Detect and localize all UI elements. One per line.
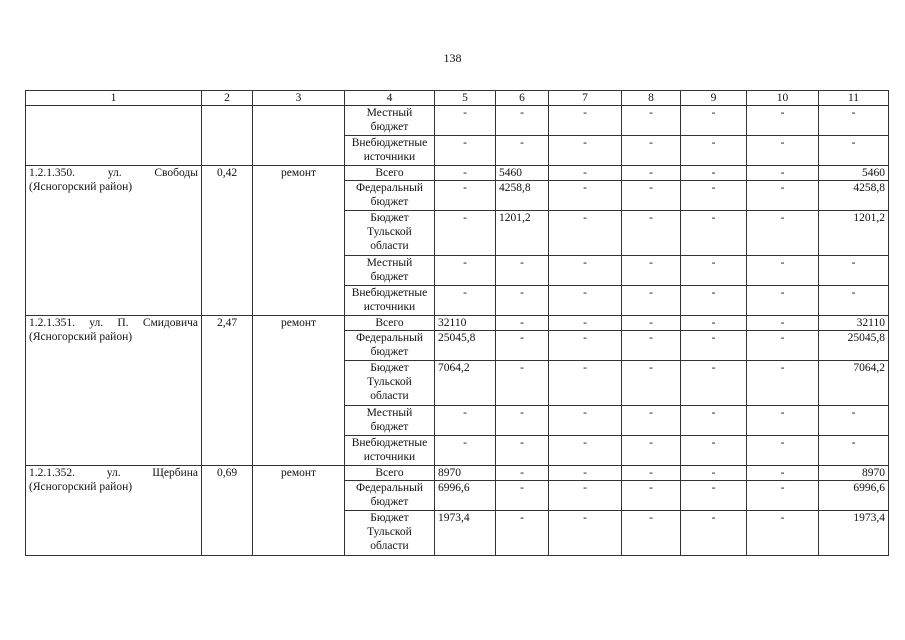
value-cell-6: - xyxy=(496,511,549,556)
value-cell-10: - xyxy=(747,436,819,466)
value-cell-9: - xyxy=(681,256,747,286)
value-cell-8: - xyxy=(622,256,681,286)
funding-source-line: источники xyxy=(363,151,416,163)
funding-source-cell xyxy=(345,361,435,406)
value-cell-5: - xyxy=(435,166,496,181)
funding-source-line: Федеральный xyxy=(356,332,423,344)
value-cell-11: 1973,4 xyxy=(819,511,889,556)
value-cell-7: - xyxy=(549,406,622,436)
value-cell-11: 1201,2 xyxy=(819,211,889,256)
value-cell-9: - xyxy=(681,136,747,166)
funding-source-line: бюджет xyxy=(370,346,409,358)
value-cell-9: - xyxy=(681,331,747,361)
value-cell-8: - xyxy=(622,136,681,166)
value-cell-7: - xyxy=(549,181,622,211)
length-cell: 0,69 xyxy=(202,466,253,556)
page-number: 138 xyxy=(443,51,462,65)
funding-source-cell xyxy=(345,316,435,331)
length-cell: 0,42 xyxy=(202,166,253,316)
column-number: 5 xyxy=(435,91,496,106)
column-number: 2 xyxy=(202,91,253,106)
funding-source-cell xyxy=(345,211,435,256)
funding-source-line: Местный xyxy=(366,257,413,269)
value-cell-10: - xyxy=(747,331,819,361)
value-cell-8: - xyxy=(622,181,681,211)
value-cell-7: - xyxy=(549,361,622,406)
funding-source-cell xyxy=(345,166,435,181)
value-cell-10: - xyxy=(747,181,819,211)
road-name-cell xyxy=(26,466,202,556)
column-number: 6 xyxy=(496,91,549,106)
value-cell-10: - xyxy=(747,256,819,286)
road-name: 1.2.1.352. ул. Щербина xyxy=(29,467,198,479)
value-cell-11: - xyxy=(819,136,889,166)
funding-source-line: бюджет xyxy=(370,421,409,433)
value-cell-11: 7064,2 xyxy=(819,361,889,406)
value-cell-10: - xyxy=(747,481,819,511)
value-cell-7: - xyxy=(549,286,622,316)
value-cell-7: - xyxy=(549,166,622,181)
length-cell xyxy=(202,106,253,166)
funding-source-line: Всего xyxy=(375,167,404,179)
value-cell-5: - xyxy=(435,106,496,136)
value-cell-7: - xyxy=(549,211,622,256)
value-cell-7: - xyxy=(549,256,622,286)
value-cell-11: 32110 xyxy=(819,316,889,331)
table-row xyxy=(26,106,889,136)
road-name: 1.2.1.351. ул. П. Смидовича xyxy=(29,317,198,329)
funding-source-line: бюджет xyxy=(370,196,409,208)
value-cell-11: 5460 xyxy=(819,166,889,181)
column-number: 8 xyxy=(622,91,681,106)
funding-source-line: Внебюджетные xyxy=(351,137,428,149)
funding-source-line: Местный xyxy=(366,107,413,119)
value-cell-5: - xyxy=(435,286,496,316)
funding-source-line: Внебюджетные xyxy=(351,437,428,449)
value-cell-6: - xyxy=(496,466,549,481)
value-cell-5: 32110 xyxy=(435,316,496,331)
column-number: 11 xyxy=(819,91,889,106)
value-cell-9: - xyxy=(681,481,747,511)
funding-source-cell xyxy=(345,511,435,556)
work-type-cell xyxy=(253,106,345,166)
funding-source-cell xyxy=(345,331,435,361)
funding-source-line: источники xyxy=(363,301,416,313)
road-name-cell xyxy=(26,106,202,166)
value-cell-6: - xyxy=(496,286,549,316)
value-cell-7: - xyxy=(549,436,622,466)
district-name: (Ясногорский район) xyxy=(29,181,133,193)
value-cell-5: - xyxy=(435,181,496,211)
value-cell-7: - xyxy=(549,331,622,361)
funding-source-line: Внебюджетные xyxy=(351,287,428,299)
length-cell: 2,47 xyxy=(202,316,253,466)
funding-source-line: источники xyxy=(363,451,416,463)
road-name-cell xyxy=(26,166,202,316)
value-cell-6: - xyxy=(496,406,549,436)
table-row xyxy=(26,466,889,481)
value-cell-8: - xyxy=(622,436,681,466)
work-type-cell: ремонт xyxy=(253,316,345,466)
value-cell-7: - xyxy=(549,481,622,511)
value-cell-5: 25045,8 xyxy=(435,331,496,361)
value-cell-5: 8970 xyxy=(435,466,496,481)
value-cell-9: - xyxy=(681,166,747,181)
funding-source-line: Местный xyxy=(366,407,413,419)
value-cell-7: - xyxy=(549,466,622,481)
funding-source-line: Бюджет xyxy=(370,362,409,374)
value-cell-11: - xyxy=(819,256,889,286)
funding-source-line: бюджет xyxy=(370,271,409,283)
value-cell-11: 4258,8 xyxy=(819,181,889,211)
work-type-cell: ремонт xyxy=(253,466,345,556)
value-cell-8: - xyxy=(622,481,681,511)
funding-source-cell xyxy=(345,136,435,166)
funding-source-line: Бюджет xyxy=(370,212,409,224)
work-type-cell: ремонт xyxy=(253,166,345,316)
value-cell-10: - xyxy=(747,316,819,331)
value-cell-9: - xyxy=(681,406,747,436)
column-number-row xyxy=(26,91,889,106)
column-number: 9 xyxy=(681,91,747,106)
value-cell-8: - xyxy=(622,316,681,331)
table-row xyxy=(26,316,889,331)
value-cell-6: - xyxy=(496,256,549,286)
value-cell-8: - xyxy=(622,361,681,406)
value-cell-10: - xyxy=(747,406,819,436)
funding-source-line: бюджет xyxy=(370,121,409,133)
value-cell-8: - xyxy=(622,211,681,256)
value-cell-9: - xyxy=(681,511,747,556)
value-cell-8: - xyxy=(622,286,681,316)
value-cell-9: - xyxy=(681,436,747,466)
column-number: 3 xyxy=(253,91,345,106)
value-cell-5: 7064,2 xyxy=(435,361,496,406)
value-cell-9: - xyxy=(681,286,747,316)
value-cell-9: - xyxy=(681,211,747,256)
value-cell-5: 6996,6 xyxy=(435,481,496,511)
value-cell-9: - xyxy=(681,181,747,211)
funding-source-line: области xyxy=(370,540,409,552)
funding-source-line: Всего xyxy=(375,317,404,329)
road-name: 1.2.1.350. ул. Свободы xyxy=(29,167,198,179)
value-cell-10: - xyxy=(747,361,819,406)
value-cell-5: - xyxy=(435,256,496,286)
funding-source-line: области xyxy=(370,390,409,402)
value-cell-10: - xyxy=(747,286,819,316)
value-cell-5: - xyxy=(435,136,496,166)
value-cell-6: - xyxy=(496,316,549,331)
value-cell-8: - xyxy=(622,466,681,481)
budget-table xyxy=(25,90,889,556)
column-number: 4 xyxy=(345,91,435,106)
value-cell-6: - xyxy=(496,436,549,466)
funding-source-line: Всего xyxy=(375,467,404,479)
value-cell-10: - xyxy=(747,106,819,136)
value-cell-8: - xyxy=(622,331,681,361)
funding-source-line: Тульской xyxy=(367,376,412,388)
value-cell-5: 1973,4 xyxy=(435,511,496,556)
value-cell-8: - xyxy=(622,406,681,436)
value-cell-6: 1201,2 xyxy=(496,211,549,256)
value-cell-7: - xyxy=(549,316,622,331)
funding-source-cell xyxy=(345,256,435,286)
value-cell-10: - xyxy=(747,511,819,556)
funding-source-line: Федеральный xyxy=(356,482,423,494)
value-cell-9: - xyxy=(681,361,747,406)
column-number: 10 xyxy=(747,91,819,106)
funding-source-line: области xyxy=(370,240,409,252)
funding-source-line: Тульской xyxy=(367,226,412,238)
value-cell-7: - xyxy=(549,136,622,166)
value-cell-8: - xyxy=(622,166,681,181)
value-cell-11: 6996,6 xyxy=(819,481,889,511)
value-cell-7: - xyxy=(549,511,622,556)
road-name-cell xyxy=(26,316,202,466)
funding-source-cell xyxy=(345,466,435,481)
value-cell-5: - xyxy=(435,406,496,436)
value-cell-6: - xyxy=(496,481,549,511)
value-cell-10: - xyxy=(747,466,819,481)
value-cell-11: - xyxy=(819,436,889,466)
value-cell-11: 25045,8 xyxy=(819,331,889,361)
value-cell-9: - xyxy=(681,316,747,331)
column-number: 7 xyxy=(549,91,622,106)
funding-source-cell xyxy=(345,106,435,136)
value-cell-11: 8970 xyxy=(819,466,889,481)
value-cell-6: - xyxy=(496,136,549,166)
funding-source-cell xyxy=(345,286,435,316)
district-name: (Ясногорский район) xyxy=(29,481,133,493)
value-cell-6: 5460 xyxy=(496,166,549,181)
value-cell-9: - xyxy=(681,466,747,481)
value-cell-6: - xyxy=(496,361,549,406)
value-cell-5: - xyxy=(435,436,496,466)
value-cell-6: - xyxy=(496,106,549,136)
value-cell-11: - xyxy=(819,286,889,316)
value-cell-11: - xyxy=(819,406,889,436)
funding-source-line: Федеральный xyxy=(356,182,423,194)
district-name: (Ясногорский район) xyxy=(29,331,133,343)
funding-source-line: Тульской xyxy=(367,526,412,538)
value-cell-10: - xyxy=(747,166,819,181)
funding-source-cell xyxy=(345,181,435,211)
value-cell-6: 4258,8 xyxy=(496,181,549,211)
value-cell-8: - xyxy=(622,106,681,136)
value-cell-5: - xyxy=(435,211,496,256)
table-row xyxy=(26,166,889,181)
value-cell-8: - xyxy=(622,511,681,556)
value-cell-7: - xyxy=(549,106,622,136)
funding-source-cell xyxy=(345,481,435,511)
funding-source-cell xyxy=(345,406,435,436)
value-cell-10: - xyxy=(747,211,819,256)
value-cell-6: - xyxy=(496,331,549,361)
value-cell-11: - xyxy=(819,106,889,136)
funding-source-line: Бюджет xyxy=(370,512,409,524)
funding-source-cell xyxy=(345,436,435,466)
funding-source-line: бюджет xyxy=(370,496,409,508)
column-number: 1 xyxy=(26,91,202,106)
value-cell-9: - xyxy=(681,106,747,136)
value-cell-10: - xyxy=(747,136,819,166)
